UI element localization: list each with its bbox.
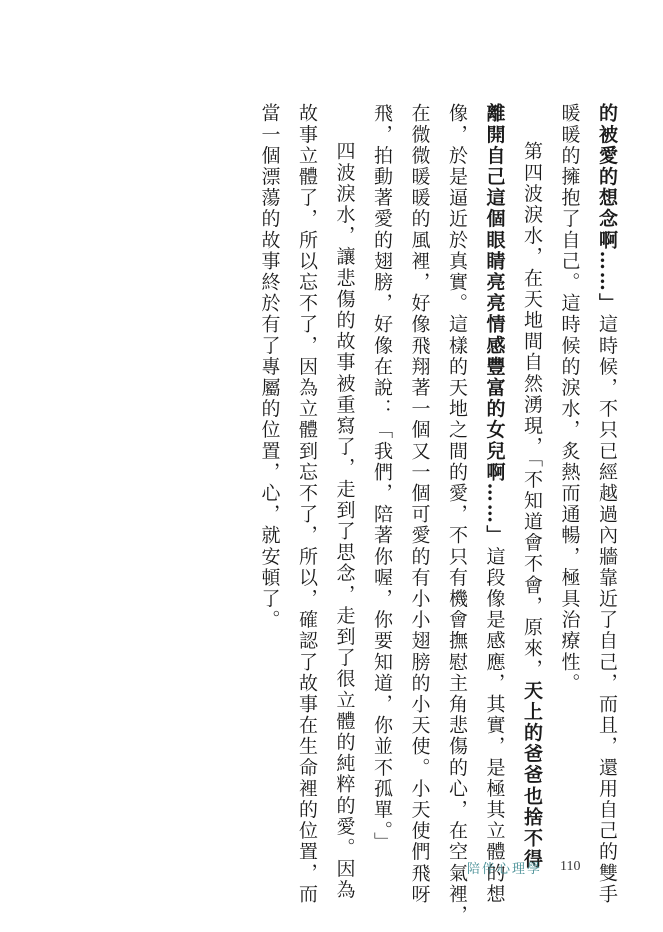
text-run: 暖暖的擁抱了自己。這時候的淚水，炙熱而通暢，極具治療性。	[558, 103, 581, 694]
bold-text-run: 離開自己這個眼睛亮亮情感豐富的女兒啊……」	[483, 103, 506, 547]
text-run: 在微微暖暖的風裡，好像飛翔著一個又一個可愛的有小小翅膀的小天使。小天使們飛呀	[408, 103, 431, 905]
text-run: 這時候，不只已經越過內牆靠近了自己，而且，還用自己的雙手	[596, 314, 618, 905]
text-column	[250, 103, 288, 823]
text-column	[400, 103, 438, 905]
text-column	[363, 103, 401, 854]
text-run: 像，於是逼近於真實。這樣的天地之間的愛，不只有機會撫慰主角悲傷的心，在空氣裡，	[446, 103, 468, 926]
text-run: 第四波淚水，在天地間自然湧現，「不知道會不會，原來，	[521, 141, 543, 681]
text-run: 當一個漂蕩的故事終於有了專屬的位置，心，就安頓了。	[258, 103, 281, 631]
text-run: 故事立體了，所以忘不了，因為立體到忘不了，所以，確認了故事在生命裡的位置，而	[296, 103, 318, 905]
text-run: 這段像是感應，其實，是極其立體的想	[483, 546, 506, 905]
running-footer-title: 陪伴心理學	[467, 861, 543, 877]
page-footer	[467, 857, 581, 877]
text-column	[588, 103, 626, 905]
text-column	[513, 103, 551, 871]
text-column	[438, 103, 476, 926]
text-column	[550, 103, 588, 823]
bold-text-run: 天上的爸爸也捨不得	[521, 680, 543, 871]
text-column	[325, 103, 363, 901]
text-run: 飛，拍動著愛的翅膀，好像在說：「我們，陪著你喔，你要知道，你並不孤單。」	[371, 103, 393, 854]
bold-text-run: 的被愛的想念啊……」	[596, 103, 618, 314]
page-number: 110	[560, 859, 581, 874]
text-column	[288, 103, 326, 905]
text-run: 四波淚水，讓悲傷的故事被重寫了，走到了思念，走到了很立體的純粹的愛。因為	[333, 141, 356, 901]
